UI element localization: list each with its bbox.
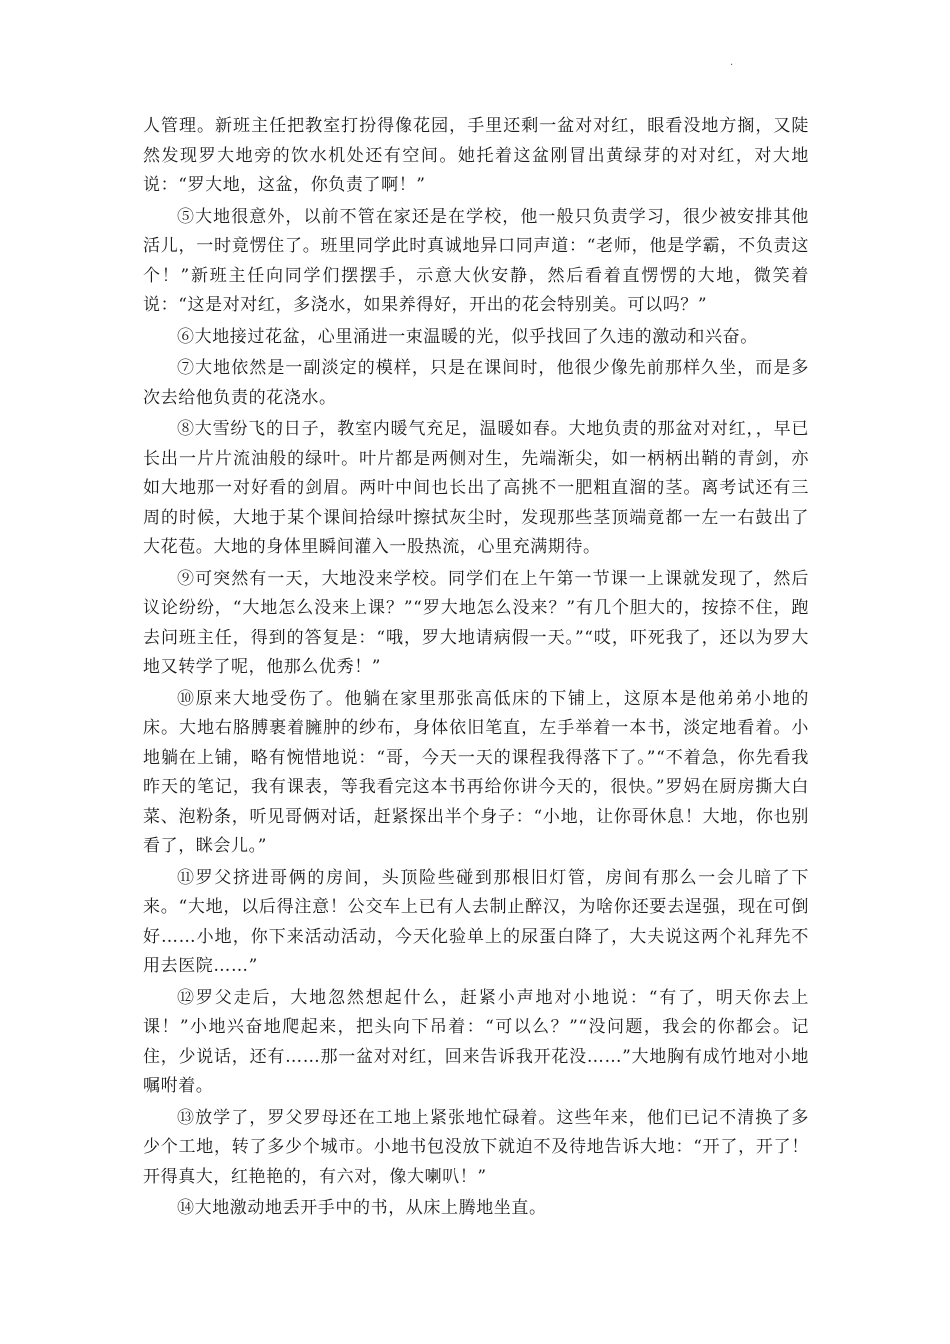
paragraph-9: ⑨可突然有一天，大地没来学校。同学们在上午第一节课一上课就发现了，然后议论纷纷，“大地怎么没来上课？”“罗大地怎么没来？”有几个胆大的，按捺不住，跑去问班主任，得到的答复是：“哦，罗大地请病假一天。”“哎，吓死我了，还以为罗大地又转学了呢，他那么优秀！”: [143, 568, 809, 677]
page-corner-mark: ·: [730, 60, 734, 71]
paragraph-13: ⑬放学了，罗父罗母还在工地上紧张地忙碌着。这些年来，他们已记不清换了多少个工地，转了多少个城市。小地书包没放下就迫不及待地告诉大地：“开了，开了！开得真大，红艳艳的，有六对，像大喇叭！”: [143, 1107, 809, 1187]
paragraph-8: ⑧大雪纷飞的日子，教室内暖气充足，温暖如春。大地负责的那盆对对红，，早已长出一片片流油般的绿叶。叶片都是两侧对生，先端渐尖，如一柄柄出鞘的青剑，亦如大地那一对好看的剑眉。两叶中间也长出了高挑不一肥粗直溜的茎。离考试还有三周的时候，大地于某个课间拾绿叶擦拭灰尘时，发现那些茎顶端竟都一左一右鼓出了大花苞。大地的身体里瞬间灌入一股热流，心里充满期待。: [143, 419, 809, 557]
paragraph-5: ⑤大地很意外，以前不管在家还是在学校，他一般只负责学习，很少被安排其他活儿，一时竟愣住了。班里同学此时真诚地异口同声道：“老师，他是学霸，不负责这个！”新班主任向同学们摆摆手，示意大伙安静，然后看着直愣愣的大地，微笑着说：“这是对对红，多浇水，如果养得好，开出的花会特别美。可以吗？”: [143, 206, 809, 315]
paragraph-10: ⑩原来大地受伤了。他躺在家里那张高低床的下铺上，这原本是他弟弟小地的床。大地右胳膊裹着臃肿的纱布，身体依旧笔直，左手举着一本书，淡定地看着。小地躺在上铺，略有惋惜地说：“哥，今天一天的课程我得落下了。”“不着急，你先看我昨天的笔记，我有课表，等我看完这本书再给你讲今天的，很快。”罗妈在厨房撕大白菜、泡粉条，听见哥俩对话，赶紧探出半个身子：“小地，让你哥休息！大地，你也别看了，眯会儿。”: [143, 688, 809, 856]
article-body: [143, 112, 809, 1226]
paragraph-7: ⑦大地依然是一副淡定的模样，只是在课间时，他很少像先前那样久坐，而是多次去给他负责的花浇水。: [143, 358, 809, 408]
paragraph-continued: 人管理。新班主任把教室打扮得像花园，手里还剩一盆对对红，眼看没地方搁，又陡然发现罗大地旁的饮水机处还有空间。她托着这盆刚冒出黄绿芽的对对红，对大地说：“罗大地，这盆，你负责了啊！”: [143, 116, 809, 195]
paragraph-12: ⑫罗父走后，大地忽然想起什么，赶紧小声地对小地说：“有了，明天你去上课！”小地兴奋地爬起来，把头向下吊着：“可以么？”“没问题，我会的你都会。记住，少说话，还有……那一盆对对红，回来告诉我开花没……”大地胸有成竹地对小地嘱咐着。: [143, 987, 809, 1096]
paragraph-6: ⑥大地接过花盆，心里涌进一束温暖的光，似乎找回了久违的激动和兴奋。: [177, 326, 758, 347]
paragraph-14: ⑭大地激动地丢开手中的书，从床上腾地坐直。: [177, 1198, 547, 1218]
paragraph-11: ⑪罗父挤进哥俩的房间，头顶险些碰到那根旧灯管，房间有那么一会儿暗了下来。“大地，以后得注意！公交车上已有人去制止醉汉，为啥你还要去逞强，现在可倒好……小地，你下来活动活动，今天化验单上的尿蛋白降了，大夫说这两个礼拜先不用去医院……”: [143, 867, 809, 976]
